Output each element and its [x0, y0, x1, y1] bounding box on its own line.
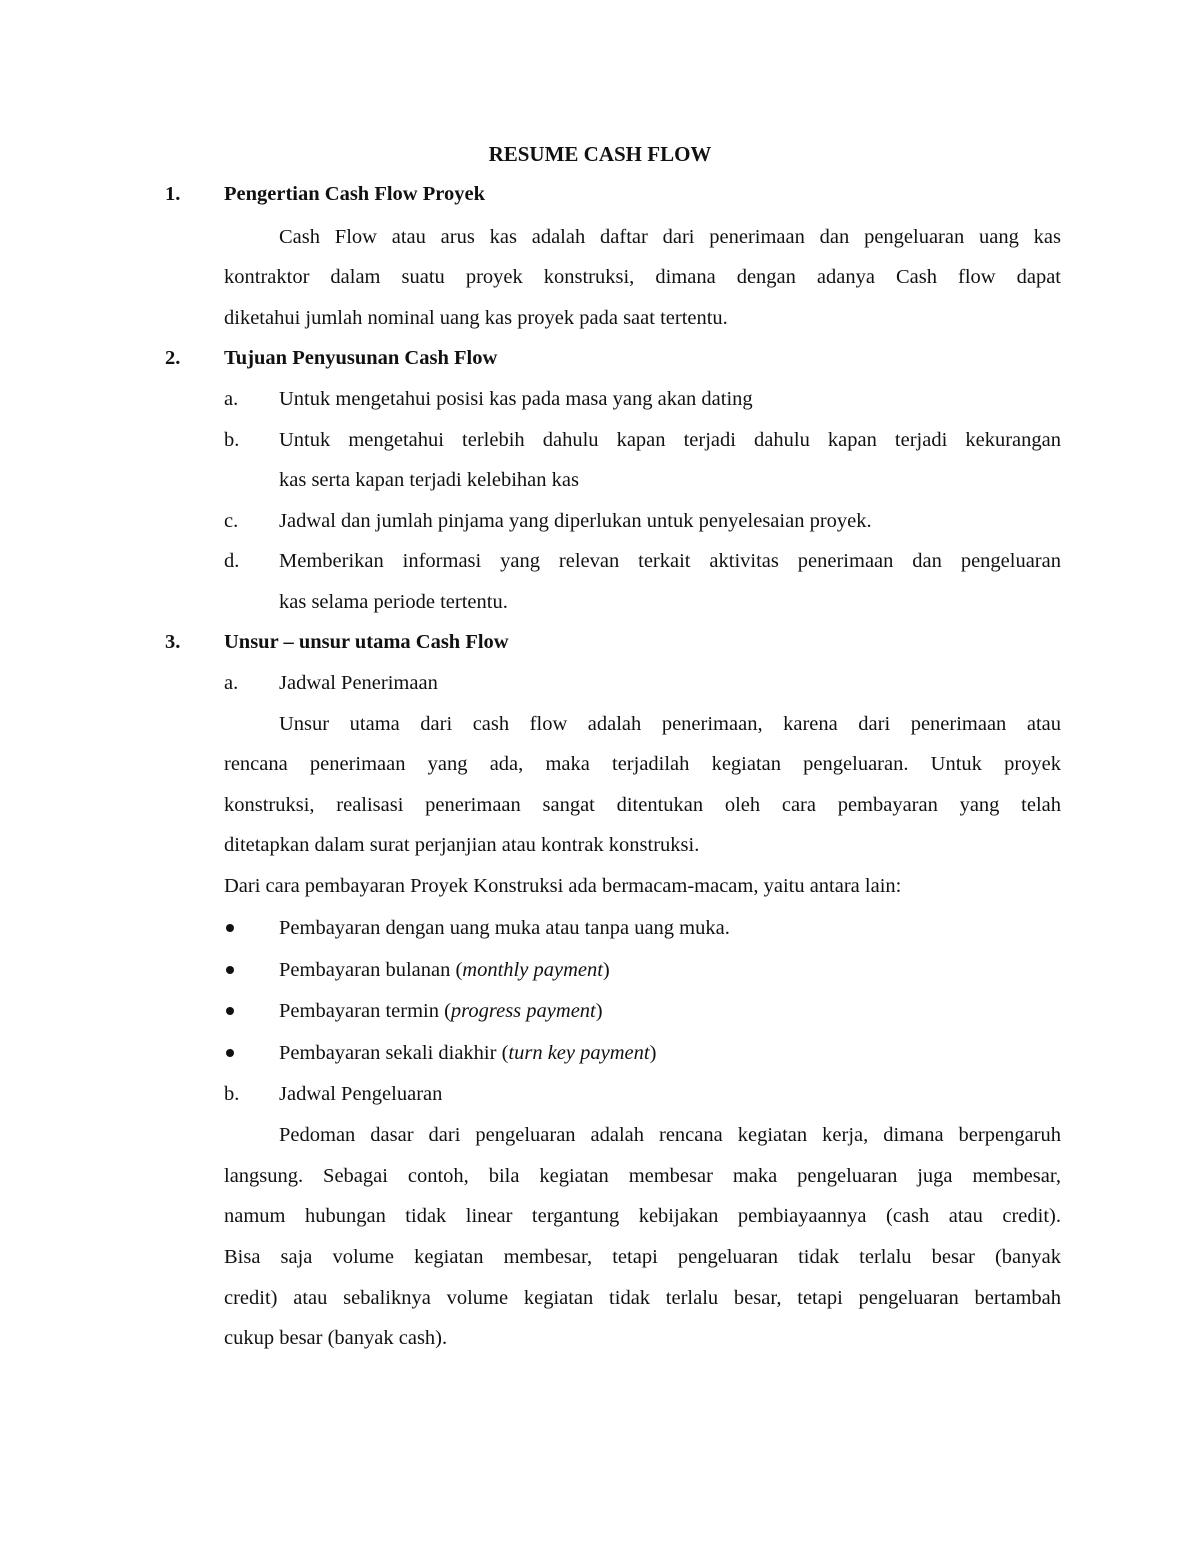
- list-marker: c.: [224, 510, 239, 532]
- bullet-icon: [226, 1007, 234, 1015]
- section-3-heading: Unsur – unsur utama Cash Flow: [224, 631, 509, 653]
- section-3-number: 3.: [165, 631, 181, 653]
- list-item-text: kas selama periode tertentu.: [279, 591, 508, 613]
- bullet-icon: [226, 966, 234, 974]
- document-title: RESUME CASH FLOW: [488, 142, 712, 166]
- paragraph-line: credit) atau sebaliknya volume kegiatan tidak terlalu besar, tetapi pengeluaran bertambah: [224, 1287, 1061, 1309]
- sub-heading-jadwal-penerimaan: Jadwal Penerimaan: [279, 672, 438, 694]
- list-item-text: Memberikan informasi yang relevan terkait aktivitas penerimaan dan pengeluaran: [279, 550, 1061, 572]
- bullet-icon: [226, 1049, 234, 1057]
- section-1-paragraph-line: kontraktor dalam suatu proyek konstruksi, dimana dengan adanya Cash flow dapat: [224, 266, 1061, 288]
- section-1-paragraph-line: diketahui jumlah nominal uang kas proyek pada saat tertentu.: [224, 307, 728, 329]
- bullet-item: Pembayaran termin (progress payment): [279, 1000, 603, 1022]
- paragraph-line: langsung. Sebagai contoh, bila kegiatan membesar maka pengeluaran juga membesar,: [224, 1165, 1061, 1187]
- list-item-text: Untuk mengetahui terlebih dahulu kapan terjadi dahulu kapan terjadi kekurangan: [279, 429, 1061, 451]
- section-2-number: 2.: [165, 347, 181, 369]
- paragraph-line: Bisa saja volume kegiatan membesar, tetapi pengeluaran tidak terlalu besar (banyak: [224, 1246, 1061, 1268]
- paragraph-line: cukup besar (banyak cash).: [224, 1327, 448, 1349]
- section-1-heading: Pengertian Cash Flow Proyek: [224, 183, 485, 205]
- list-marker: b.: [224, 429, 240, 451]
- list-marker: a.: [224, 388, 239, 410]
- paragraph-line: namum hubungan tidak linear tergantung kebijakan pembiayaannya (cash atau credit).: [224, 1205, 1061, 1227]
- paragraph-line: konstruksi, realisasi penerimaan sangat ditentukan oleh cara pembayaran yang telah: [224, 794, 1061, 816]
- section-1-paragraph-line: Cash Flow atau arus kas adalah daftar dari penerimaan dan pengeluaran uang kas: [279, 226, 1061, 248]
- section-1-number: 1.: [165, 183, 181, 205]
- bullet-icon: [226, 924, 234, 932]
- sub-heading-marker: b.: [224, 1083, 240, 1105]
- bullet-item: Pembayaran dengan uang muka atau tanpa uang muka.: [279, 917, 730, 939]
- paragraph-line: rencana penerimaan yang ada, maka terjadilah kegiatan pengeluaran. Untuk proyek: [224, 753, 1061, 775]
- list-item-text: kas serta kapan terjadi kelebihan kas: [279, 469, 579, 491]
- paragraph-line: Unsur utama dari cash flow adalah penerimaan, karena dari penerimaan atau: [279, 713, 1061, 735]
- list-item-text: Jadwal dan jumlah pinjama yang diperlukan untuk penyelesaian proyek.: [279, 510, 872, 532]
- list-marker: d.: [224, 550, 240, 572]
- list-item-text: Untuk mengetahui posisi kas pada masa yang akan dating: [279, 388, 753, 410]
- sub-heading-jadwal-pengeluaran: Jadwal Pengeluaran: [279, 1083, 443, 1105]
- paragraph-line: ditetapkan dalam surat perjanjian atau kontrak konstruksi.: [224, 834, 700, 856]
- bullet-item: Pembayaran sekali diakhir (turn key payment): [279, 1042, 657, 1064]
- bullet-item: Pembayaran bulanan (monthly payment): [279, 959, 610, 981]
- paragraph-line: Dari cara pembayaran Proyek Konstruksi ada bermacam-macam, yaitu antara lain:: [224, 875, 902, 897]
- section-2-heading: Tujuan Penyusunan Cash Flow: [224, 347, 498, 369]
- sub-heading-marker: a.: [224, 672, 239, 694]
- paragraph-line: Pedoman dasar dari pengeluaran adalah rencana kegiatan kerja, dimana berpengaruh: [279, 1124, 1061, 1146]
